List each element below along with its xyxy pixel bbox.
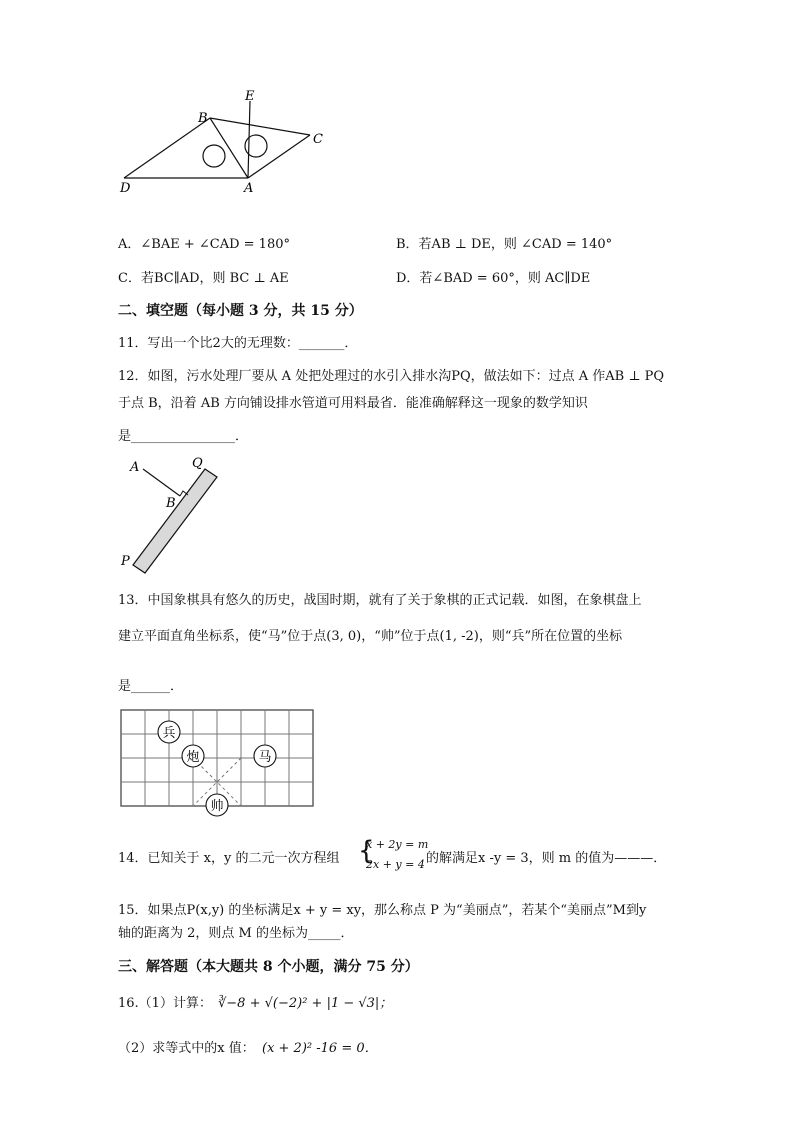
section-3-title: 三、解答题（本大题共 8 个小题，满分 75 分）: [118, 959, 419, 975]
label-B2: B: [166, 496, 176, 511]
q16-part1-expr: ∛−8 + √(−2)² + |1 − √3|；: [218, 996, 393, 1011]
q16-part1-label: 16.（1）计算：: [118, 996, 212, 1011]
figure-triangles: [110, 88, 340, 198]
svg-text:马: 马: [258, 750, 272, 765]
q12-line1: 12．如图，污水处理厂要从 A 处把处理过的水引入排水沟PQ，做法如下：过点 A 作AB ⊥ PQ: [118, 369, 665, 384]
q14-after: 的解满足x -y = 3，则 m 的值为———．: [426, 851, 667, 866]
q16-part2-expr: (x + 2)² -16 = 0．: [262, 1041, 378, 1056]
piece-bing: [158, 721, 180, 743]
label-P: P: [121, 554, 130, 569]
q14-before: 14．已知关于 x，y 的二元一次方程组: [118, 851, 340, 866]
label-B: B: [198, 111, 208, 126]
label-E: E: [245, 89, 255, 104]
label-A: A: [244, 181, 254, 196]
label-Q: Q: [192, 456, 203, 471]
label-C: C: [313, 132, 323, 147]
q15-line2: 轴的距离为 2，则点 M 的坐标为_____．: [118, 926, 354, 941]
q12-line2: 于点 B，沿着 AB 方向铺设排水管道可用料最省．能准确解释这一现象的数学知识: [118, 396, 588, 411]
q16-part2-label: （2）求等式中的x 值：: [118, 1041, 255, 1056]
svg-text:兵: 兵: [162, 726, 176, 741]
brace: {: [358, 836, 375, 866]
label-D: D: [120, 181, 131, 196]
figure-ditch: [115, 455, 235, 580]
chess-board: [118, 706, 318, 821]
q13-line3: 是______．: [118, 679, 184, 694]
option-c: C．若BC∥AD，则 BC ⊥ AE: [118, 271, 289, 286]
q12-line3: 是________________．: [118, 429, 249, 444]
piece-ma: [254, 745, 276, 767]
section-2-title: 二、填空题（每小题 3 分，共 15 分）: [118, 303, 363, 319]
svg-text:炮: 炮: [186, 750, 200, 765]
piece-shuai: [206, 794, 228, 816]
q14-eq1: x + 2y = m: [366, 838, 429, 851]
q11-text: 11．写出一个比2大的无理数：_______．: [118, 336, 358, 351]
option-a: A．∠BAE + ∠CAD = 180°: [118, 237, 290, 252]
q13-line2: 建立平面直角坐标系，使“马”位于点(3, 0)，“帅”位于点(1, -2)，则“兵”所在位置的坐标: [118, 629, 623, 644]
q14-eq2: 2x + y = 4: [366, 858, 425, 871]
piece-pao: [182, 745, 204, 767]
q15-line1: 15．如果点P(x,y) 的坐标满足x + y = xy，那么称点 P 为“美丽点”，若某个“美丽点”M到y: [118, 903, 647, 918]
q13-line1: 13．中国象棋具有悠久的历史，战国时期，就有了关于象棋的正式记载．如图，在象棋盘上: [118, 593, 642, 608]
option-b: B．若AB ⊥ DE，则 ∠CAD = 140°: [396, 237, 613, 252]
svg-text:帅: 帅: [210, 799, 224, 814]
label-A2: A: [130, 460, 140, 475]
option-d: D．若∠BAD = 60°，则 AC∥DE: [396, 271, 591, 286]
